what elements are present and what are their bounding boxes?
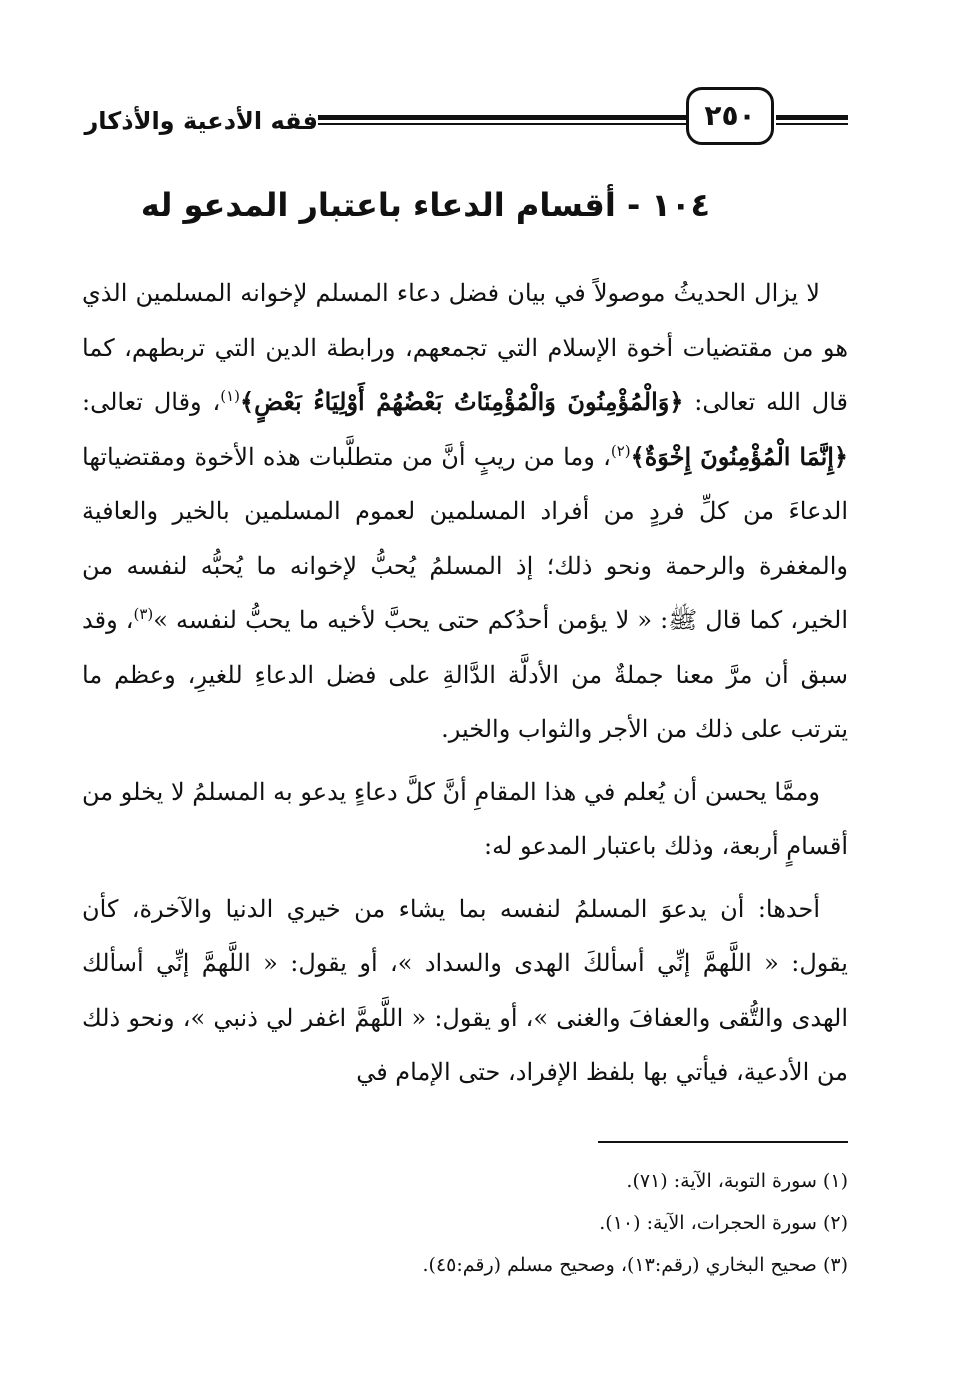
paragraph-1-text-b: ، وقال تعالى: xyxy=(82,388,221,416)
quran-verse-2: ﴿إِنَّمَا الْمُؤْمِنُونَ إِخْوَةٌ﴾ xyxy=(630,441,848,471)
running-header-title: فقه الأدعية والأذكار xyxy=(84,107,318,135)
footnote-1: (١) سورة التوبة، الآية: (٧١). xyxy=(626,1170,848,1192)
page-number: ٢٥٠ xyxy=(686,87,774,145)
body-text xyxy=(82,266,848,1108)
header-rule-thin xyxy=(318,123,686,125)
footnote-ref-3: (٣) xyxy=(133,605,154,623)
footnote-ref-1: (١) xyxy=(220,387,241,405)
footnotes xyxy=(300,1160,848,1286)
header-rule-thick xyxy=(318,115,686,120)
footnote-3: (٣) صحيح البخاري (رقم:١٣)، وصحيح مسلم (رقم:٤٥). xyxy=(422,1254,848,1276)
paragraph-1-text-d: ، وقد سبق أن مرَّ معنا جملةٌ من الأدلَّة الدَّالةِ على فضل الدعاءِ للغيرِ، وعظم ما يترتب على ذلك من الأجر والثواب والخير. xyxy=(82,606,848,743)
paragraph-1 xyxy=(82,266,848,757)
quran-verse-1: ﴿وَالْمُؤْمِنُونَ وَالْمُؤْمِنَاتُ بَعْضُهُمْ أَوْلِيَاءُ بَعْضٍ﴾ xyxy=(240,387,684,416)
paragraph-1-text-a: لا يزال الحديثُ موصولاً في بيان فضل دعاء المسلم لإخوانه المسلمين الذي هو من مقتضيات أخوة الإسلام التي تجمعهم، ورابطة الدين التي تربطهم، كما قال الله تعالى: xyxy=(82,279,848,416)
header-rule-right xyxy=(776,113,848,127)
footnote-2: (٢) سورة الحجرات، الآية: (١٠). xyxy=(599,1212,848,1234)
footnote-ref-2: (٢) xyxy=(610,441,631,460)
footnote-separator xyxy=(598,1141,848,1143)
paragraph-2: وممَّا يحسن أن يُعلم في هذا المقامِ أنَّ كلَّ دعاءٍ يدعو به المسلمُ لا يخلو من أقسامٍ أربعة، وذلك باعتبار المدعو له: xyxy=(82,777,848,860)
header-rule-right-thin xyxy=(776,123,848,125)
paragraph-1-text-c: ، وما من ريبٍ أنَّ من متطلَّبات هذه الأخوة ومقتضياتها الدعاءَ من كلِّ فردٍ من أفراد المسلمين لعموم المسلمين بالخير والعافية والمغفرة والرحمة ونحو ذلك؛ إذ المسلمُ يُحبُّ لإخوانه ما يُحبُّه لنفسه من الخير، كما قال ﷺ: « لا يؤمن أحدُكم حتى يحبَّ لأخيه ما يحبُّ لنفسه » xyxy=(82,442,848,634)
chapter-heading: ١٠٤ - أقسام الدعاء باعتبار المدعو له xyxy=(140,186,710,224)
paragraph-3: أحدها: أن يدعوَ المسلمُ لنفسه بما يشاء من خيري الدنيا والآخرة، كأن يقول: « اللَّهمَّ إنِّي أسألكَ الهدى والسداد »، أو يقول: « اللَّهمَّ إنِّي أسألك الهدى والتُّقى والعفافَ والغنى »، أو يقول: « اللَّهمَّ اغفر لي ذنبي »، ونحو ذلك من الأدعية، فيأتي بها بلفظ الإفراد، حتى الإمام في xyxy=(82,894,848,1086)
header-rule xyxy=(318,113,686,127)
header-rule-right-thick xyxy=(776,115,848,120)
